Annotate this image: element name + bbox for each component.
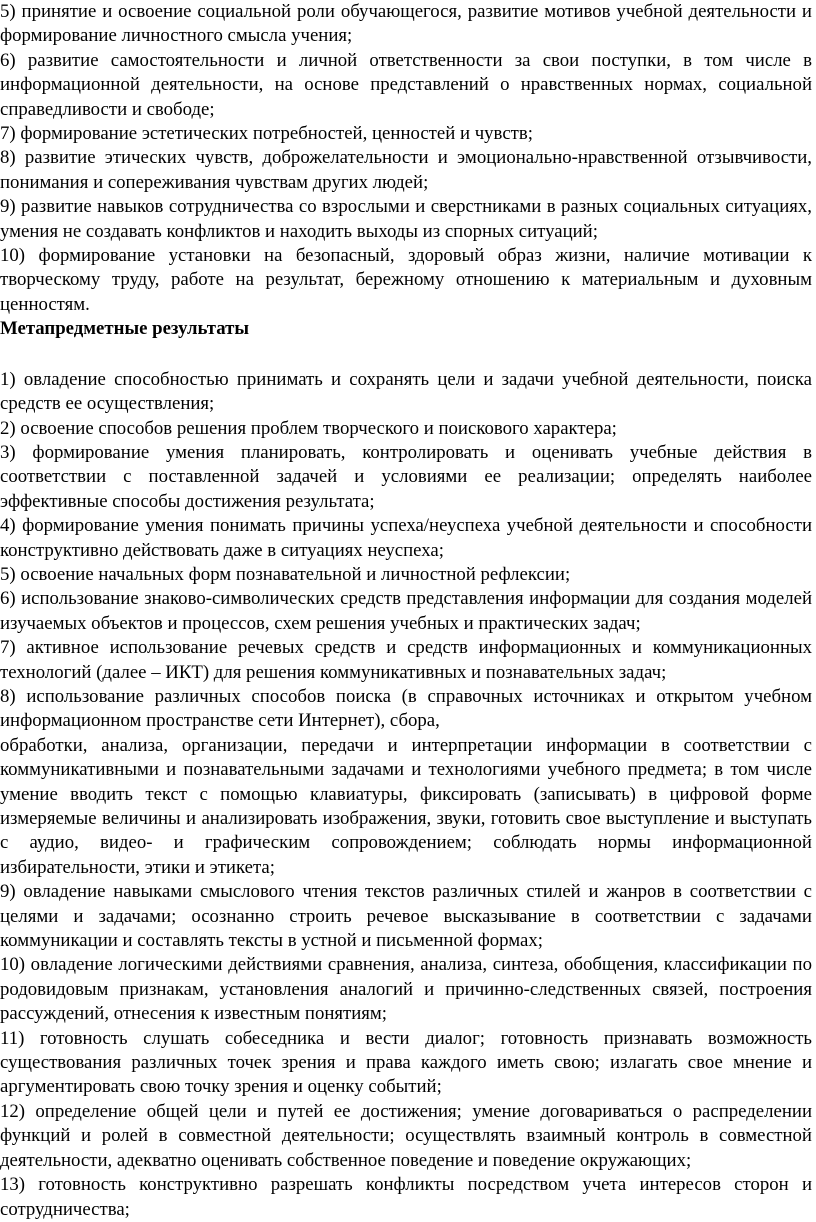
meta-result-item-1: 1) овладение способностью принимать и сохранять цели и задачи учебной деятельности, поиска средств ее осуществления; — [0, 368, 812, 415]
meta-result-item-11: 11) готовность слушать собеседника и вести диалог; готовность признавать возможность существования различных точек зрения и права каждого иметь свою; излагать свое мнение и аргументировать свою точку зрения и оценку событий; — [0, 1027, 812, 1098]
meta-result-item-10: 10) овладение логическими действиями сравнения, анализа, синтеза, обобщения, классификации по родовидовым признакам, установления аналогий и причинно-следственных связей, построения рассуждений, отнесения к известным понятиям; — [0, 954, 812, 1025]
meta-result-item-13: 13) готовность конструктивно разрешать конфликты посредством учета интересов сторон и сотрудничества; — [0, 1174, 812, 1220]
meta-result-item-9: 9) овладение навыками смыслового чтения текстов различных стилей и жанров в соответствии с целями и задачами; осознанно строить речевое высказывание в соответствии с задачами коммуникации и составлять тексты в устной и письменной формах; — [0, 881, 812, 952]
meta-result-item-8-continued: обработки, анализа, организации, передачи и интерпретации информации в соответствии с коммуникативными и познавательными задачами и технологиями учебного предмета; в том числе умение вводить текст с помощью клавиатуры, фиксировать (записывать) в цифровой форме измеряемые величины и анализировать изображения, звуки, готовить свое выступление и выступать с аудио, видео- и графическим сопровождением; соблюдать нормы информационной избирательности, этики и этикета; — [0, 734, 812, 878]
section-heading-meta-results: Метапредметные результаты — [0, 318, 249, 340]
personal-result-item-7: 7) формирование эстетических потребностей, ценностей и чувств; — [0, 123, 533, 145]
meta-result-item-8: 8) использование различных способов поиска (в справочных источниках и открытом учебном информационном пространстве сети Интернет), сбора, — [0, 685, 812, 732]
meta-result-item-6: 6) использование знаково-символических средств представления информации для создания моделей изучаемых объектов и процессов, схем решения учебных и практических задач; — [0, 588, 812, 634]
personal-result-item-10: 10) формирование установки на безопасный, здоровый образ жизни, наличие мотивации к творческому труду, работе на результат, бережному отношению к материальным и духовным ценностям. — [0, 245, 812, 315]
meta-result-item-4: 4) формирование умения понимать причины успеха/неуспеха учебной деятельности и способности конструктивно действовать даже в ситуациях неуспеха; — [0, 515, 812, 561]
personal-result-item-8: 8) развитие этических чувств, доброжелательности и эмоционально-нравственной отзывчивости, понимания и сопереживания чувствам других людей; — [0, 147, 812, 193]
meta-result-item-12: 12) определение общей цели и путей ее достижения; умение договариваться о распределении функций и ролей в совместной деятельности; осуществлять взаимный контроль в совместной деятельности, адекватно оценивать собственное поведение и поведение окружающих; — [0, 1100, 812, 1171]
personal-result-item-9: 9) развитие навыков сотрудничества со взрослыми и сверстниками в разных социальных ситуациях, умения не создавать конфликтов и находить выходы из спорных ситуаций; — [0, 196, 812, 242]
meta-result-item-2: 2) освоение способов решения проблем творческого и поискового характера; — [0, 417, 617, 439]
meta-result-item-3: 3) формирование умения планировать, контролировать и оценивать учебные действия в соответствии с поставленной задачей и условиями ее реализации; определять наиболее эффективные способы достижения результата; — [0, 441, 812, 512]
meta-result-item-7: 7) активное использование речевых средств и средств информационных и коммуникационных технологий (далее – ИКТ) для решения коммуникативных и познавательных задач; — [0, 637, 812, 683]
meta-result-item-5: 5) освоение начальных форм познавательной и личностной рефлексии; — [0, 563, 571, 585]
personal-result-item-5: 5) принятие и освоение социальной роли обучающегося, развитие мотивов учебной деятельности и формирование личностного смысла учения; — [0, 1, 812, 47]
personal-result-item-6: 6) развитие самостоятельности и личной ответственности за свои поступки, в том числе в информационной деятельности, на основе представлений о нравственных нормах, социальной справедливости и свободе; — [0, 49, 812, 120]
